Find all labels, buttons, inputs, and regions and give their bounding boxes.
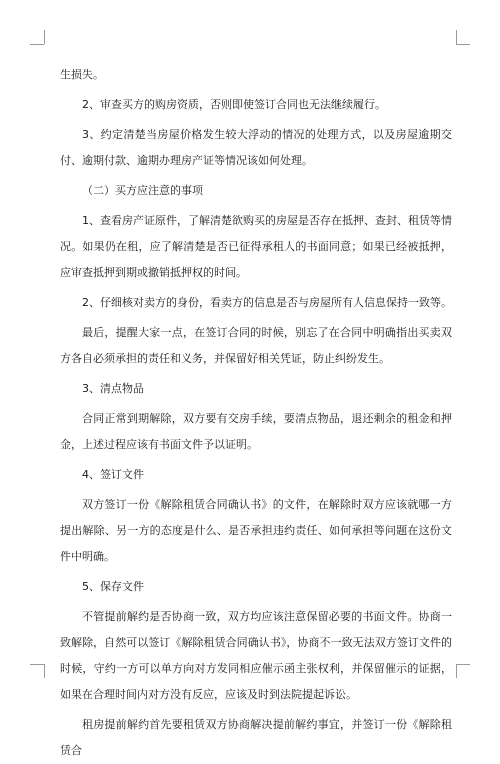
- item-heading: 4、签订文件: [82, 468, 144, 481]
- crop-mark-top-left-h: [30, 44, 44, 45]
- crop-mark-bottom-right-v: [456, 664, 457, 678]
- paragraph: 租房提前解约首先要租赁双方协商解决提前解约事宜，并签订一份《解除租赁合: [60, 718, 452, 757]
- paragraph: 双方签订一份《解除租赁合同确认书》的文件，在解除时双方应该就哪一方提出解除、另一方的态度是什么、是否承担违约责任、如何承担等问题在这份文件中明确。: [60, 498, 452, 563]
- paragraph: 不管提前解约是否协商一致，双方均应该注意保留必要的书面文件。协商一致解除，自然可以签订《解除租赁合同确认书》，协商不一致无法双方签订文件的时候，守约一方可以单方向对方发同相应催示函主张权利，并保留催示的证据，如果在合理时间内对方没有反应，应该及时到法院提起诉讼。: [60, 610, 452, 701]
- item-heading: 5、保存文件: [82, 580, 144, 593]
- crop-mark-top-left-v: [44, 30, 45, 44]
- paragraph: 生损失。: [60, 68, 104, 81]
- paragraph: 2、审查买方的购房资质，否则即使签订合同也无法继续履行。: [82, 98, 386, 111]
- document-body: [60, 62, 452, 764]
- crop-mark-bottom-left-h: [30, 664, 44, 665]
- crop-mark-bottom-left-v: [44, 664, 45, 678]
- item-heading: 3、清点物品: [82, 382, 144, 395]
- section-heading: （二）买方应注意的事项: [82, 184, 203, 197]
- paragraph: 1、查看房产证原件，了解清楚欲购买的房屋是否存在抵押、查封、租赁等情况。如果仍在租，应了解清楚是否已征得承租人的书面同意；如果已经被抵押，应审查抵押到期或撤销抵押权的时间。: [60, 214, 452, 279]
- paragraph: 3、约定清楚当房屋价格发生较大浮动的情况的处理方式，以及房屋逾期交付、逾期付款、逾期办理房产证等情况该如何处理。: [60, 128, 452, 167]
- crop-mark-top-right-h: [456, 44, 470, 45]
- crop-mark-bottom-right-h: [456, 664, 470, 665]
- paragraph: 合同正常到期解除，双方要有交房手续，要清点物品，退还剩余的租金和押金，上述过程应该有书面文件予以证明。: [60, 412, 452, 451]
- crop-mark-top-right-v: [456, 30, 457, 44]
- paragraph: 2、仔细核对卖方的身份，看卖方的信息是否与房屋所有人信息保持一致等。: [82, 296, 452, 309]
- paragraph: 最后，提醒大家一点，在签订合同的时候，别忘了在合同中明确指出买卖双方各自必须承担的责任和义务，并保留好相关凭证，防止纠纷发生。: [60, 326, 452, 365]
